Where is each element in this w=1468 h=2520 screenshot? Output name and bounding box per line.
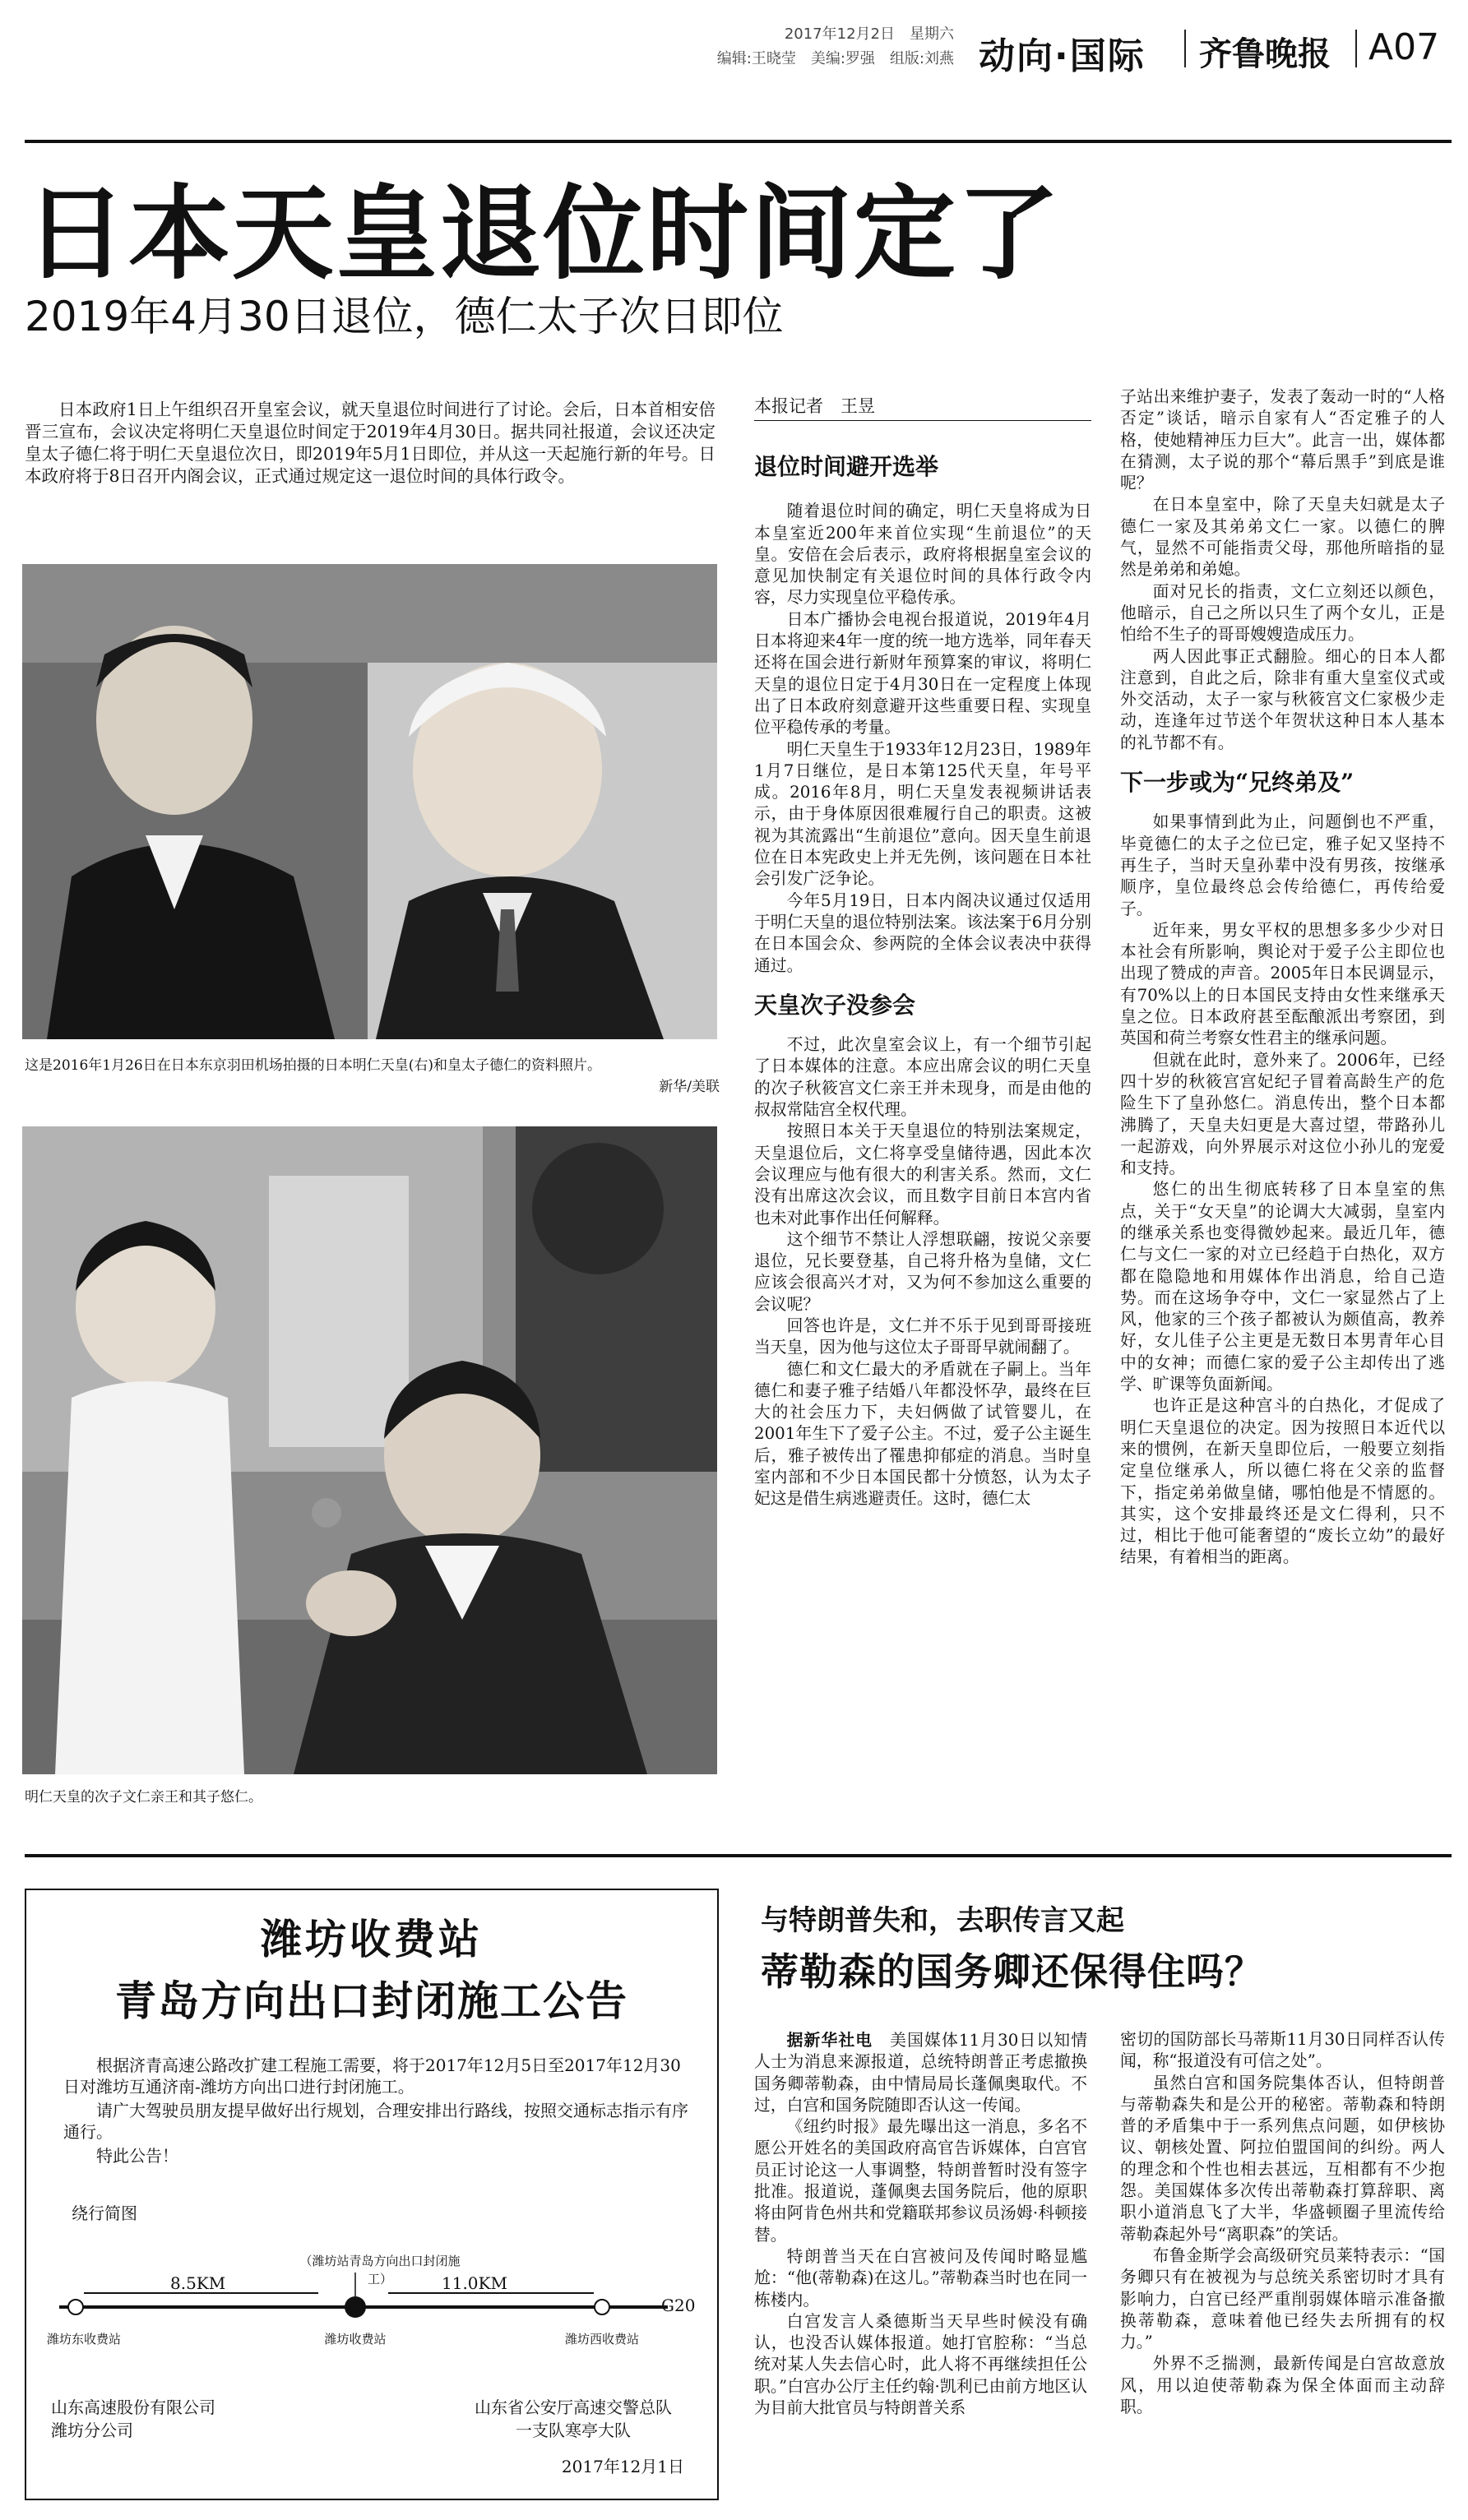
lead-paragraph: 日本政府1日上午组织召开皇室会议，就天皇退位时间进行了讨论。会后，日本首相安倍晋三宣布，会议决定将明仁天皇退位时间定于2019年4月30日。据共同社报道，会议还决定皇太子德仁将于明仁天皇退位次日，即2019年5月1日即位，并从这一天起施行新的年号。日本政府将于8日召开内阁会议，正式通过规定这一退位时间的具体行政令。 <box>25 400 715 486</box>
body-paragraph: 外界不乏揣测，最新传闻是白宫故意放风，用以迫使蒂勒森为保全体面而主动辞职。 <box>1120 2354 1445 2417</box>
body-paragraph: 随着退位时间的确定，明仁天皇将成为日本皇室近200年来首位实现“生前退位”的天皇。安倍在会后表示，政府将根据皇室会议的意见加快制定有关退位时间的具体行政令内容，尽力实现皇位平稳传承。 <box>754 502 1091 608</box>
section-rule <box>25 1854 1452 1857</box>
map-note: （潍坊站青岛方向出口封闭施工） <box>299 2254 461 2286</box>
photo-prince-fumihito-and-son-illustration <box>22 1126 717 1774</box>
notice-text: 请广大驾驶员朋友提早做好出行规划，合理安排出行路线，按照交通标志指示有序通行。 <box>63 2101 688 2142</box>
body-paragraph: 白宫发言人桑德斯当天早些时候没有确认，也没否认媒体报道。她打官腔称：“当总统对某人失去信心时，此人将不再继续担任公职。”白宫办公厅主任约翰·凯利已由前方地区认为目前大批官员与特朗普关系 <box>754 2311 1087 2418</box>
map-station-east: 潍坊东收费站 <box>46 2332 121 2347</box>
body-paragraph: 明仁天皇生于1933年12月23日，1989年1月7日继位，是日本第125代天皇，年号平成。2016年8月，明仁天皇发表视频讲话表示，由于身体原因很难履行自己的职责。这被视为其流露出“生前退位”意向。因天皇生前退位在日本宪政史上并无先例，该问题在日本社会引发广泛争论。 <box>754 739 1091 889</box>
dateline: 据新华社电 <box>786 2030 873 2050</box>
byline: 本报记者 王昱 <box>754 396 875 416</box>
article-column-2 <box>1120 386 1445 1569</box>
photo-prince-fumihito-and-son <box>22 1126 717 1774</box>
photo1-credit: 新华/美联 <box>659 1079 720 1095</box>
map-station-west: 潍坊西收费站 <box>564 2332 639 2347</box>
body-paragraph: 按照日本关于天皇退位的特别法案规定，天皇退位后，文仁将享受皇储待遇，因此本次会议理应与他有很大的利害关系。然而，文仁没有出席这次会议，而且数字目前日本宫内省也未对此事作出任何解释。 <box>754 1121 1091 1228</box>
main-headline: 日本天皇退位时间定了 <box>25 175 1062 294</box>
body-paragraph: 布鲁金斯学会高级研究员莱特表示：“国务卿只有在被视为与总统关系密切时才具有影响力，白宫已经严重削弱媒体暗示准备撤换蒂勒森，意味着他已经失去所拥有的权力。” <box>1120 2245 1445 2352</box>
body-paragraph: 日本广播协会电视台报道说，2019年4月日本将迎来4年一度的统一地方选举，同年春天还将在国会进行新财年预算案的审议，将明仁天皇的退位日定于4月30日在一定程度上体现出了日本政府刻意避开这些重要日程、实现皇位平稳传承的考量。 <box>754 609 1091 738</box>
body-paragraph: 虽然白宫和国务院集体否认，但特朗普与蒂勒森失和是公开的秘密。蒂勒森和特朗普的矛盾集中于一系列焦点问题，如伊核协议、朝核处置、阿拉伯盟国间的纠纷。两人的理念和个性也相去甚远，互相都有不少抱怨。美国媒体多次传出蒂勒森打算辞职、离职小道消息飞了大半，华盛顿圈子里流传给蒂勒森起外号“离职森”的笑话。 <box>1120 2073 1445 2244</box>
body-paragraph: 在日本皇室中，除了天皇夫妇就是太子德仁一家及其弟弟文仁一家。以德仁的脾气，显然不可能指责父母，那他所暗指的显然是弟弟和弟媳。 <box>1120 495 1445 580</box>
body-paragraph: 特朗普当天在白宫被问及传闻时略显尴尬：“他(蒂勒森)在这儿。”蒂勒森当时也在同一栋楼内。 <box>754 2246 1087 2310</box>
map-station-main: 潍坊收费站 <box>324 2332 387 2347</box>
notice-text: 根据济青高速公路改扩建工程施工需要，将于2017年12月5日至2017年12月30日对潍坊互通济南-潍坊方向出口进行封闭施工。 <box>63 2055 681 2097</box>
newspaper-logo: 齐鲁晚报 <box>1199 35 1331 73</box>
body-paragraph: 但就在此时，意外来了。2006年，已经四十岁的秋筱宫宫妃纪子冒着高龄生产的危险生下了皇孙悠仁。消息传出，整个日本都沸腾了，天皇夫妇更是大喜过望，带路孙儿一起游戏，向外界展示对这位小孙儿的宠爱和支持。 <box>1120 1050 1445 1178</box>
body-paragraph: 如果事情到此为止，问题倒也不严重，毕竟德仁的太子之位已定，雅子妃又坚持不再生子，当时天皇孙辈中没有男孩，按继承顺序，皇位最终总会传给德仁，再传给爱子。 <box>1120 812 1445 918</box>
notice-date: 2017年12月1日 <box>561 2457 684 2476</box>
section-heading: 天皇次子没参会 <box>754 991 916 1019</box>
photo-emperor-and-crown-prince <box>22 564 717 1039</box>
header-divider <box>1184 30 1186 67</box>
body-paragraph: 不过，此次皇室会议上，有一个细节引起了日本媒体的注意。本应出席会议的明仁天皇的次子秋筱宫文仁亲王并未现身，而是由他的叔叔常陆宫全权代理。 <box>754 1035 1091 1120</box>
body-paragraph: 德仁和文仁最大的矛盾就在子嗣上。当年德仁和妻子雅子结婚八年都没怀孕，最终在巨大的社会压力下，夫妇俩做了试管婴儿，在2001年生下了爱子公主。不过，爱子公主诞生后，雅子被传出了罹患抑郁症的消息。当时皇室内部和不少日本国民都十分愤怒，认为太子妃这是借生病逃避责任。这时，德仁太 <box>754 1359 1091 1509</box>
page-number: A07 <box>1368 26 1440 68</box>
byline-rule <box>754 420 1091 421</box>
header-divider <box>1355 30 1357 67</box>
toll-station-notice <box>25 1889 719 2500</box>
body-paragraph: 子站出来维护妻子，发表了轰动一时的“人格否定”谈话，暗示自家有人“否定雅子的人格，使她精神压力巨大”。此言一出，媒体都在猜测，太子说的那个“幕后黑手”到底是谁呢？ <box>1120 387 1445 493</box>
lower-column-2 <box>1120 2029 1445 2418</box>
body-paragraph: 近年来，男女平权的思想多多少少对日本社会有所影响，舆论对于爱子公主即位也出现了赞成的声音。2005年日本民调显示，有70%以上的日本国民支持由女性来继承天皇之位。日本政府甚至酝酿派出考察团，到英国和荷兰考察女性君主的继承问题。 <box>1120 920 1445 1048</box>
body-paragraph: 《纽约时报》最先曝出这一消息，多名不愿公开姓名的美国政府高官告诉媒体，白宫官员正讨论这一人事调整，特朗普暂时没有签字批准。报道说，蓬佩奥去国务院后，他的原职将由阿肯色州共和党籍联邦参议员汤姆·科顿接替。 <box>754 2117 1087 2245</box>
lower-kicker: 与特朗普失和，去职传言又起 <box>761 1904 1124 1937</box>
map-label: 绕行简图 <box>72 2203 137 2223</box>
sub-headline: 2019年4月30日退位，德仁太子次日即位 <box>25 293 784 340</box>
body-paragraph: 两人因此事正式翻脸。细心的日本人都注意到，自此之后，除非有重大皇室仪式或外交活动，太子一家与秋筱宫文仁家极少走动，连逢年过节送个年贺状这种日本人基本的礼节都不有。 <box>1120 646 1445 752</box>
photo-emperor-and-crown-prince-illustration <box>22 564 717 1039</box>
section-title: 动向·国际 <box>979 35 1146 77</box>
map-road-code: G20 <box>661 2296 696 2315</box>
map-distance-2: 11.0KM <box>442 2273 507 2293</box>
map-distance-1: 8.5KM <box>170 2273 226 2293</box>
lower-column-1 <box>754 2029 1087 2419</box>
lower-headline: 蒂勒森的国务卿还保得住吗？ <box>761 1949 1263 1994</box>
body-paragraph: 今年5月19日，日本内阁决议通过仅适用于明仁天皇的退位特别法案。该法案于6月分别在日本国会众、参两院的全体会议表决中获得通过。 <box>754 890 1091 975</box>
photo1-caption: 这是2016年1月26日在日本东京羽田机场拍摄的日本明仁天皇(右)和皇太子德仁的资料照片。 <box>25 1057 601 1074</box>
notice-title: 潍坊收费站 <box>261 1916 483 1963</box>
article-column-1 <box>754 453 1091 1510</box>
section-heading: 退位时间避开选举 <box>754 453 939 480</box>
body-paragraph: 这个细节不禁让人浮想联翩，按说父亲要退位，兄长要登基，自己将升格为皇储，文仁应该会很高兴才对，又为何不参加这么重要的会议呢？ <box>754 1229 1091 1314</box>
body-paragraph: 面对兄长的指责，文仁立刻还以颜色，他暗示，自己之所以只生了两个女儿，正是怕给不生子的哥哥嫂嫂造成压力。 <box>1120 581 1445 645</box>
staff-credits: 编辑:王晓莹 美编:罗强 组版:刘燕 <box>716 50 954 67</box>
notice-subtitle: 青岛方向出口封闭施工公告 <box>115 1977 628 2025</box>
issue-date: 2017年12月2日 星期六 <box>784 25 954 43</box>
body-paragraph: 也许正是这种宫斗的白热化，才促成了明仁天皇退位的决定。因为按照日本近代以来的惯例，在新天皇即位后，一般要立刻指定皇位继承人，所以德仁将在父亲的监督下，指定弟弟做皇储，哪怕他是不情愿的。其实，这个安排最终还是文仁得利，只不过，相比于他可能奢望的“废长立幼”的最好结果，有着相当的距离。 <box>1120 1396 1445 1567</box>
header-rule <box>25 140 1452 143</box>
section-heading: 下一步或为“兄终弟及” <box>1120 769 1355 797</box>
notice-text: 特此公告！ <box>96 2146 178 2166</box>
notice-issuer-right: 山东省公安厅高速交警总队 一支队寒亭大队 <box>475 2397 672 2440</box>
body-paragraph: 美国媒体11月30日以知情人士为消息来源报道，总统特朗普正考虑撤换国务卿蒂勒森，由中情局局长蓬佩奥取代。不过，白宫和国务院随即否认这一传闻。 <box>754 2031 1087 2115</box>
notice-issuer-left: 山东高速股份有限公司 潍坊分公司 <box>51 2397 215 2440</box>
body-paragraph: 悠仁的出生彻底转移了日本皇室的焦点，关于“女天皇”的论调大大减弱，皇室内的继承关系也变得微妙起来。最近几年，德仁与文仁一家的对立已经趋于白热化，双方都在隐隐地和用媒体作出消息，给自己造势。而在这场争夺中，文仁一家显然占了上风，他家的三个孩子都被认为颇值高，教养好，女儿佳子公主更是无数日本男青年心目中的女神；而德仁家的爱子公主却传出了逃学、旷课等负面新闻。 <box>1120 1180 1445 1394</box>
body-paragraph: 密切的国防部长马蒂斯11月30日同样否认传闻，称“报道没有可信之处”。 <box>1120 2030 1445 2071</box>
photo2-caption: 明仁天皇的次子文仁亲王和其子悠仁。 <box>25 1789 262 1806</box>
body-paragraph: 回答也许是，文仁并不乐于见到哥哥接班当天皇，因为他与这位太子哥哥早就闹翻了。 <box>754 1315 1091 1357</box>
